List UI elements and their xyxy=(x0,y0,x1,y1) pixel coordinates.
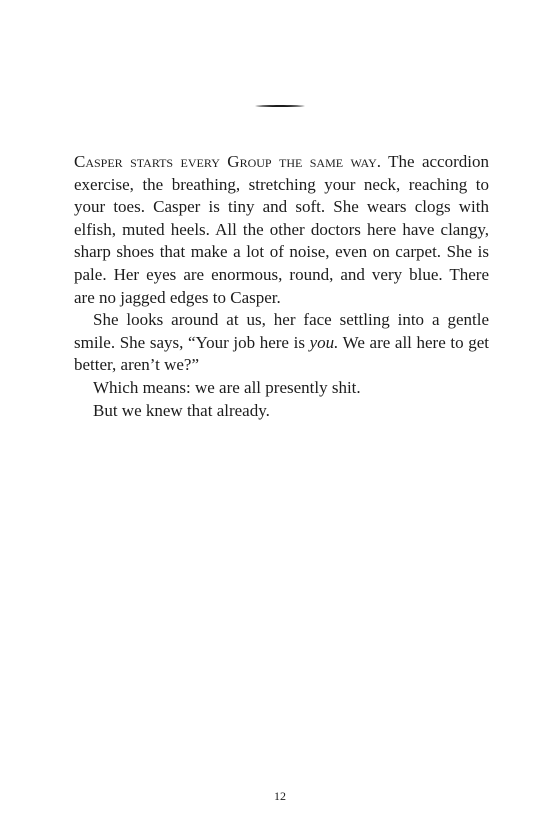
paragraph-4: But we knew that already. xyxy=(93,400,270,420)
paragraph-1 xyxy=(74,151,489,309)
paragraph-2-italic: you. xyxy=(309,332,339,352)
paragraph-2-text-a: She looks around at us, her face settling into a gentle smile. She says, “Your job here is xyxy=(74,310,489,352)
page-number: 12 xyxy=(274,789,286,803)
paragraph-2 xyxy=(74,309,489,377)
paragraph-1-text: The accordion exercise, the breathing, stretching your neck, reaching to your toes. Casper is tiny and soft. She wears clogs with elfish, muted heels. All the other doctors here have clangy, sharp shoes that make a lot of noise, even on carpet. She is pale. Her eyes are enormous, round, and very blue. There are no jagged edges to Casper. xyxy=(74,152,489,307)
paragraph-2-text-b: We are all here to get better, aren’t we?” xyxy=(74,332,489,375)
body-text xyxy=(74,151,489,422)
section-break-ornament xyxy=(255,104,305,108)
paragraph-3: Which means: we are all presently shit. xyxy=(93,377,361,397)
opening-smallcaps: Casper starts every Group the same way. xyxy=(74,152,381,171)
